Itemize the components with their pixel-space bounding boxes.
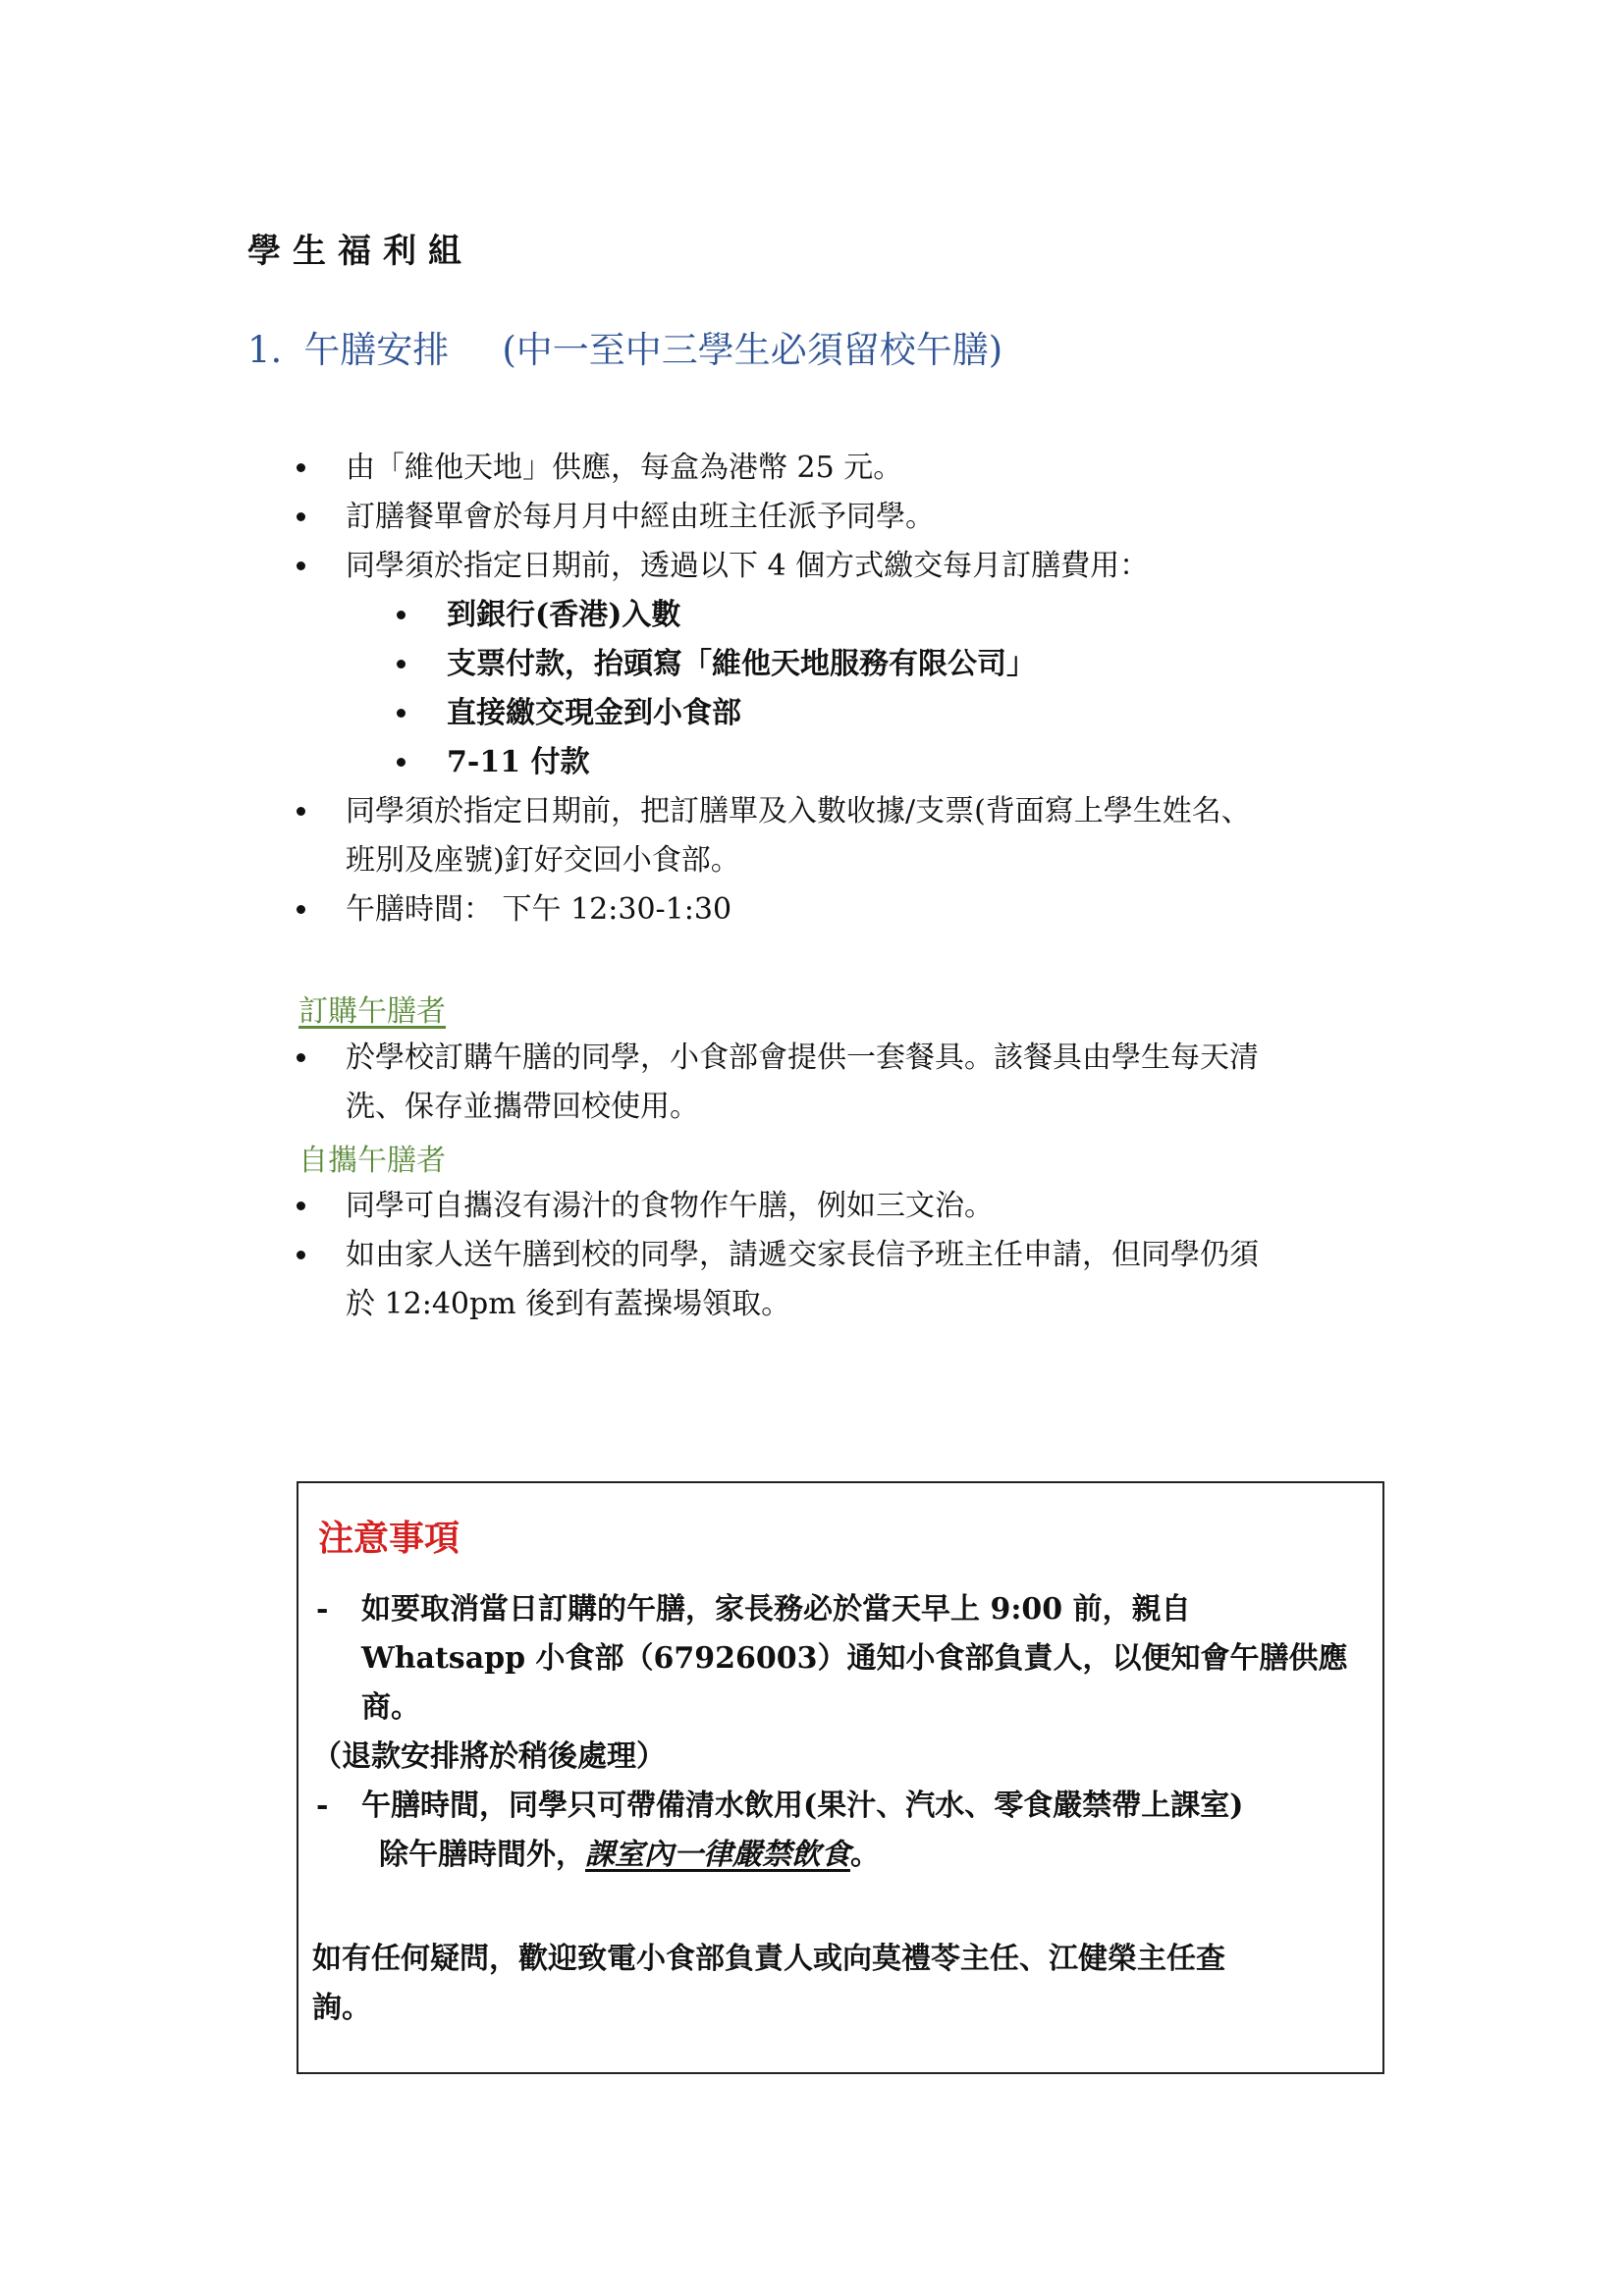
payment-method-item: 7-11 付款 bbox=[447, 745, 590, 779]
classroom-prefix: 除午膳時間外， bbox=[379, 1838, 585, 1872]
section-note: (中一至中三學生必須留校午膳) bbox=[502, 329, 1003, 371]
notice-cancel-line: Whatsapp 小食部（67926003）通知小食部負責人，以便知會午膳供應 bbox=[361, 1641, 1348, 1676]
list-item: 由「維他天地」供應，每盒為港幣 25 元。 bbox=[346, 451, 903, 485]
classroom-suffix: 。 bbox=[850, 1838, 880, 1872]
ordered-lunch-heading: 訂購午膳者 bbox=[298, 994, 446, 1029]
payment-method-item: 支票付款，抬頭寫「維他天地服務有限公司」 bbox=[447, 647, 1036, 681]
notice-cancel-line: 如要取消當日訂購的午膳，家長務必於當天早上 9:00 前，親自 bbox=[361, 1592, 1191, 1627]
section-title: 午膳安排 bbox=[303, 329, 450, 371]
notice-refund-note: （退款安排將於稍後處理） bbox=[312, 1739, 666, 1774]
department-title: 學生福利組 bbox=[247, 232, 473, 271]
dash-marker: - bbox=[316, 1592, 329, 1627]
bullet-dot bbox=[397, 660, 406, 668]
bullet-dot bbox=[297, 905, 305, 914]
list-item: 同學須於指定日期前，透過以下 4 個方式繳交每月訂膳費用： bbox=[346, 549, 1150, 583]
notice-box bbox=[297, 1481, 1384, 2074]
list-item: 同學可自攜沒有湯汁的食物作午膳，例如三文治。 bbox=[346, 1189, 994, 1223]
bullet-dot bbox=[397, 709, 406, 718]
bullet-dot bbox=[297, 807, 305, 816]
bullet-dot bbox=[297, 1201, 305, 1210]
notice-title: 注意事項 bbox=[318, 1518, 460, 1559]
bullet-dot bbox=[397, 611, 406, 619]
bullet-dot bbox=[397, 758, 406, 767]
list-item-continuation: 於 12:40pm 後到有蓋操場領取。 bbox=[346, 1287, 791, 1321]
lunch-time: 午膳時間： 下午 12:30-1:30 bbox=[346, 892, 732, 927]
bullet-dot bbox=[297, 512, 305, 521]
bullet-dot bbox=[297, 561, 305, 570]
section-number: 1. bbox=[247, 329, 283, 371]
list-item: 如由家人送午膳到校的同學，請遞交家長信予班主任申請，但同學仍須 bbox=[346, 1238, 1259, 1272]
bullet-dot bbox=[297, 463, 305, 472]
list-item-continuation: 班別及座號)釘好交回小食部。 bbox=[346, 843, 740, 878]
section-heading bbox=[247, 320, 1002, 373]
dash-marker: - bbox=[316, 1789, 329, 1823]
list-item: 同學須於指定日期前，把訂膳單及入數收據/支票(背面寫上學生姓名、 bbox=[346, 794, 1251, 828]
bullet-dot bbox=[297, 1053, 305, 1062]
bullet-dot bbox=[297, 1251, 305, 1259]
list-item: 訂膳餐單會於每月月中經由班主任派予同學。 bbox=[346, 500, 935, 534]
notice-drinks-line: 午膳時間，同學只可帶備清水飲用(果汁、汽水、零食嚴禁帶上課室) bbox=[361, 1789, 1244, 1823]
notice-enquiry-line: 詢。 bbox=[312, 1991, 371, 2025]
classroom-emphasis: 課室內一律嚴禁飲食 bbox=[585, 1838, 850, 1872]
notice-classroom-line bbox=[379, 1831, 880, 1880]
payment-method-item: 到銀行(香港)入數 bbox=[447, 598, 681, 632]
list-item-continuation: 洗、保存並攜帶回校使用。 bbox=[346, 1090, 699, 1124]
notice-enquiry-line: 如有任何疑問，歡迎致電小食部負責人或向莫禮苓主任、江健榮主任查 bbox=[312, 1942, 1225, 1976]
own-lunch-heading: 自攜午膳者 bbox=[298, 1144, 446, 1178]
list-item: 於學校訂購午膳的同學，小食部會提供一套餐具。該餐具由學生每天清 bbox=[346, 1041, 1259, 1075]
payment-method-item: 直接繳交現金到小食部 bbox=[447, 696, 741, 730]
notice-cancel-line: 商。 bbox=[361, 1690, 420, 1725]
